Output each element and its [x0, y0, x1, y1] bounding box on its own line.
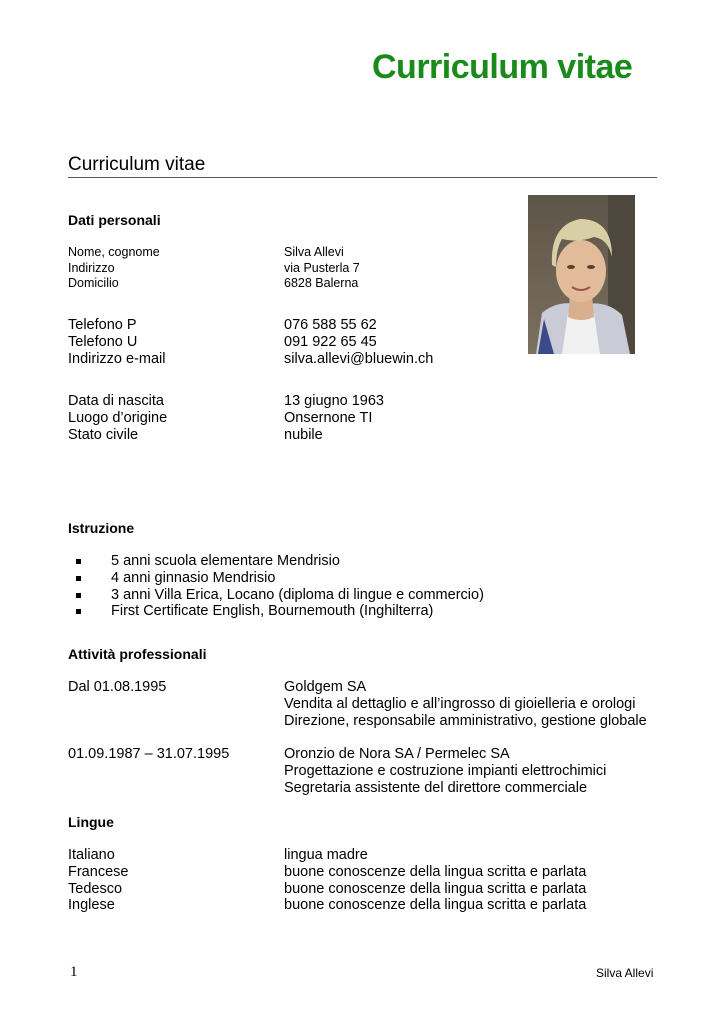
personal-labels-small: [68, 245, 160, 292]
label-phone-private: Telefono P: [68, 317, 137, 333]
list-item: First Certificate English, Bournemouth (Inghilterra): [68, 603, 484, 620]
page-number: 1: [70, 964, 78, 980]
language-labels: [68, 847, 128, 914]
portrait-photo: [528, 195, 635, 354]
education-list: [68, 553, 484, 620]
work-period: 01.09.1987 – 31.07.1995: [68, 746, 230, 762]
work-role: Direzione, responsabile amministrativo, gestione globale: [284, 712, 647, 729]
language-level: buone conoscenze della lingua scritta e parlata: [284, 897, 587, 914]
work-company: Oronzio de Nora SA / Permelec SA: [284, 746, 510, 762]
contact-values: [284, 317, 433, 367]
label-email: Indirizzo e-mail: [68, 350, 166, 367]
contact-labels: [68, 317, 166, 367]
work-role: Segretaria assistente del direttore commerciale: [284, 779, 588, 796]
birth-labels: [68, 393, 167, 443]
value-phone-office: 091 922 65 45: [284, 333, 377, 350]
language-level: buone conoscenze della lingua scritta e parlata: [284, 880, 587, 897]
work-description: Progettazione e costruzione impianti elettrochimici: [284, 762, 607, 779]
section-heading-education: Istruzione: [68, 520, 135, 536]
label-name: Nome, cognome: [68, 245, 160, 259]
work-details: [284, 746, 606, 796]
footer-author-name: Silva Allevi: [596, 966, 654, 980]
label-address: Indirizzo: [68, 260, 115, 275]
label-civil-status: Stato civile: [68, 426, 139, 443]
language-name: Inglese: [68, 897, 115, 914]
birth-values: [284, 393, 384, 443]
title-divider: [68, 177, 657, 178]
language-levels: [284, 847, 586, 914]
language-name: Italiano: [68, 847, 115, 863]
list-item: 3 anni Villa Erica, Locano (diploma di lingue e commercio): [68, 587, 484, 604]
work-company: Goldgem SA: [284, 679, 367, 695]
value-name: Silva Allevi: [284, 245, 344, 259]
label-phone-office: Telefono U: [68, 333, 138, 350]
value-birth-date: 13 giugno 1963: [284, 393, 384, 409]
value-address: via Pusterla 7: [284, 260, 360, 275]
value-phone-private: 076 588 55 62: [284, 317, 377, 333]
label-domicile: Domicilio: [68, 276, 119, 290]
personal-values-small: [284, 245, 360, 292]
language-name: Francese: [68, 863, 129, 880]
label-birth-date: Data di nascita: [68, 393, 164, 409]
value-origin: Onsernone TI: [284, 409, 373, 426]
language-name: Tedesco: [68, 880, 123, 897]
value-domicile: 6828 Balerna: [284, 276, 359, 290]
work-period: Dal 01.08.1995: [68, 679, 167, 695]
section-heading-languages: Lingue: [68, 814, 114, 830]
work-details: [284, 679, 647, 729]
list-item: 5 anni scuola elementare Mendrisio: [68, 553, 484, 570]
document-title: Curriculum vitae: [68, 154, 206, 175]
value-civil-status: nubile: [284, 426, 323, 443]
section-heading-personal: Dati personali: [68, 212, 161, 228]
banner-title: Curriculum vitae: [372, 48, 633, 86]
work-description: Vendita al dettaglio e all’ingrosso di gioielleria e orologi: [284, 695, 636, 712]
language-level: buone conoscenze della lingua scritta e parlata: [284, 863, 587, 880]
list-item: 4 anni ginnasio Mendrisio: [68, 570, 484, 587]
portrait-illustration: [528, 195, 635, 354]
language-level: lingua madre: [284, 847, 368, 863]
label-origin: Luogo d’origine: [68, 409, 168, 426]
value-email: silva.allevi@bluewin.ch: [284, 350, 434, 367]
section-heading-work: Attività professionali: [68, 646, 207, 662]
